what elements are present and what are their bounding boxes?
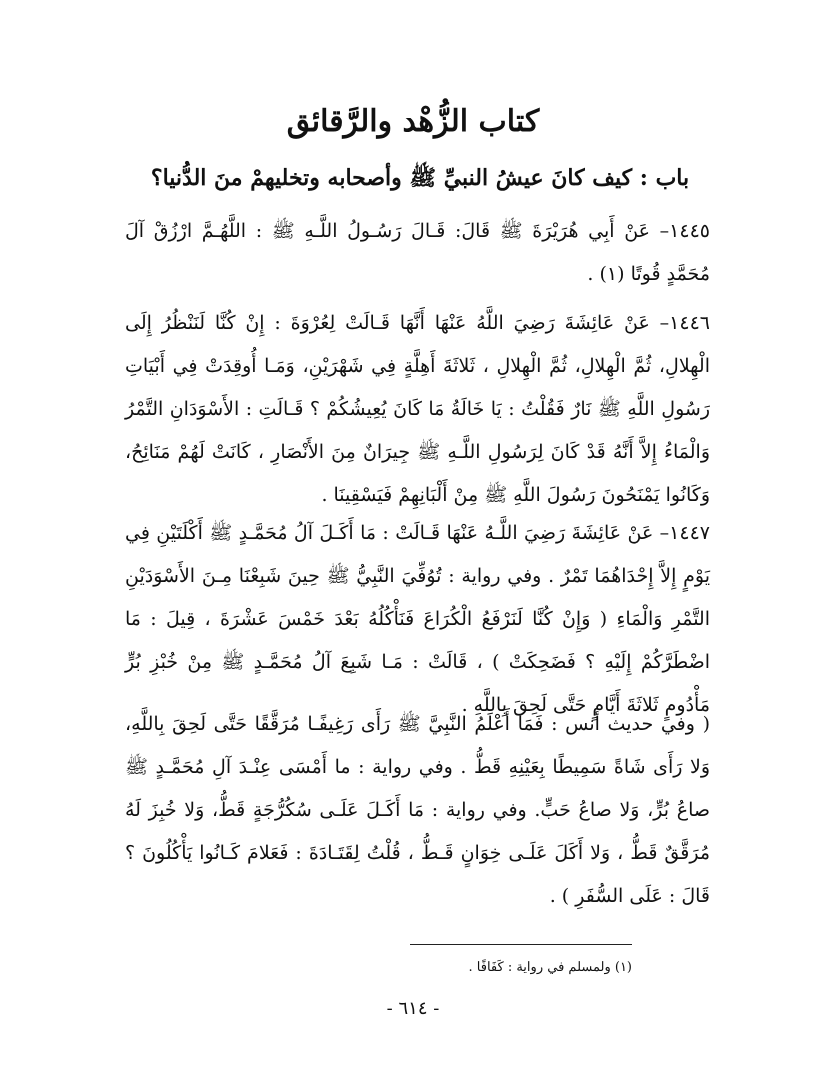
hadith-number: ١٤٤٧ [669, 522, 710, 544]
page-number: - ٦١٤ - [386, 998, 440, 1019]
footnote: (١) ولمسلم في رواية : كَفَافًا . [468, 960, 632, 975]
hadith-number: ١٤٤٥ [669, 220, 710, 242]
supplement-paragraph: ( وفي حديث أنس : فَمَا أَعْلَمُ النَّبِيَّ ﷺ رَأَى رَغِيفًـا مُرَقَّقًا حَتَّى لَحِقَ بِاللَّهِ، وَلا رَأَى شَاةً سَمِيطًا بِعَيْنِهِ قَطُّ . وفي رواية : ما أَمْسَى عِنْـدَ آلِ مُحَمَّـدٍ ﷺ صاعُ بُرٍّ، وَلا صاعُ حَبٍّ. وفي رواية : مَا أَكَـلَ عَلَـى سُكُرُّجَةٍ قَطُّ، وَلا خُبِزَ لَهُ مُرَقَّقٌ قَطُّ ، وَلا أَكَلَ عَلَـى خِوَانٍ قَـطُّ ، قُلْتُ لِقَتَـادَةَ : فَعَلامَ كَـانُوا يَأْكُلُونَ ؟ قَالَ : عَلَى السُّفَرِ ) . [125, 713, 710, 907]
hadith-text: عَنْ عَائِشَةَ رَضِيَ اللَّـهُ عَنْهَا قَـالَتْ : مَا أَكَـلَ آلُ مُحَمَّـدٍ ﷺ أَكْلَتَيْنِ فِي يَوْمٍ إِلاَّ إِحْدَاهُمَا تَمْرٌ . وفي رواية : تُوُفِّيَ النَّبِيُّ ﷺ حِينَ شَبِعْنَا مِـنَ الأَسْوَدَيْنِ التَّمْرِ وَالْمَاءِ ( وَإِنْ كُنَّا لَنَرْفَعُ الْكُرَاعَ فَنَأْكُلُهُ بَعْدَ خَمْسَ عَشْرَةَ ، قِيلَ : مَا اضْطَرَّكُمْ إِلَيْهِ ؟ فَضَحِكَتْ ) ، قَالَتْ : مَـا شَبِعَ آلُ مُحَمَّـدٍ ﷺ مِنْ خُبْزِ بُرٍّ مَأْدُومٍ ثَلاثَةَ أَيَّامٍ حَتَّى لَحِقَ بِاللَّهِ . [125, 522, 710, 716]
footnote-divider [410, 944, 632, 945]
hadith-1445: ١٤٤٥– عَنْ أَبِي هُرَيْرَةَ ﷺ قَالَ: قَـالَ رَسُـولُ اللَّـهِ ﷺ : اللَّهُـمَّ ارْزُقْ آلَ مُحَمَّدٍ قُوتًا (١) . [125, 220, 710, 285]
hadith-1447: ١٤٤٧– عَنْ عَائِشَةَ رَضِيَ اللَّـهُ عَنْهَا قَـالَتْ : مَا أَكَـلَ آلُ مُحَمَّـدٍ ﷺ أَكْلَتَيْنِ فِي يَوْمٍ إِلاَّ إِحْدَاهُمَا تَمْرٌ . وفي رواية : تُوُفِّيَ النَّبِيُّ ﷺ حِينَ شَبِعْنَا مِـنَ الأَسْوَدَيْنِ التَّمْرِ وَالْمَاءِ ( وَإِنْ كُنَّا لَنَرْفَعُ الْكُرَاعَ فَنَأْكُلُهُ بَعْدَ خَمْسَ عَشْرَةَ ، قِيلَ : مَا اضْطَرَّكُمْ إِلَيْهِ ؟ فَضَحِكَتْ ) ، قَالَتْ : مَـا شَبِعَ آلُ مُحَمَّـدٍ ﷺ مِنْ خُبْزِ بُرٍّ مَأْدُومٍ ثَلاثَةَ أَيَّامٍ حَتَّى لَحِقَ بِاللَّهِ . [125, 522, 710, 716]
chapter-title: باب : كيف كانَ عيشُ النبيِّ ﷺ وأصحابه وتخليهمْ منَ الدُّنيا؟ [150, 165, 690, 191]
hadith-1446: ١٤٤٦– عَنْ عَائِشَةَ رَضِيَ اللَّهُ عَنْهَا أَنَّهَا قَـالَتْ لِعُرْوَةَ : إِنْ كُنَّا لَنَنْظُرُ إِلَى الْهِلالِ، ثُمَّ الْهِلالِ، ثُمَّ الْهِلالِ ، ثَلاثَةَ أَهِلَّةٍ فِي شَهْرَيْنِ، وَمَـا أُوقِدَتْ فِي أَبْيَاتِ رَسُولِ اللَّهِ ﷺ نَارٌ فَقُلْتُ : يَا خَالَةُ مَا كَانَ يُعِيشُكُمْ ؟ قَـالَتِ : الأَسْوَدَانِ التَّمْرُ وَالْمَاءُ إِلاَّ أَنَّهُ قَدْ كَانَ لِرَسُولِ اللَّـهِ ﷺ جِيرَانٌ مِنَ الأَنْصَارِ ، كَانَتْ لَهُمْ مَنَائِحُ، وَكَانُوا يَمْنَحُونَ رَسُولَ اللَّهِ ﷺ مِنْ أَلْبَانِهِمْ فَيَسْقِينَا . [125, 312, 710, 506]
hadith-number: ١٤٤٦ [669, 312, 710, 334]
hadith-text: عَنْ عَائِشَةَ رَضِيَ اللَّهُ عَنْهَا أَنَّهَا قَـالَتْ لِعُرْوَةَ : إِنْ كُنَّا لَنَنْظُرُ إِلَى الْهِلالِ، ثُمَّ الْهِلالِ، ثُمَّ الْهِلالِ ، ثَلاثَةَ أَهِلَّةٍ فِي شَهْرَيْنِ، وَمَـا أُوقِدَتْ فِي أَبْيَاتِ رَسُولِ اللَّهِ ﷺ نَارٌ فَقُلْتُ : يَا خَالَةُ مَا كَانَ يُعِيشُكُمْ ؟ قَـالَتِ : الأَسْوَدَانِ التَّمْرُ وَالْمَاءُ إِلاَّ أَنَّهُ قَدْ كَانَ لِرَسُولِ اللَّـهِ ﷺ جِيرَانٌ مِنَ الأَنْصَارِ ، كَانَتْ لَهُمْ مَنَائِحُ، وَكَانُوا يَمْنَحُونَ رَسُولَ اللَّهِ ﷺ مِنْ أَلْبَانِهِمْ فَيَسْقِينَا . [125, 312, 710, 506]
hadith-text: عَنْ أَبِي هُرَيْرَةَ ﷺ قَالَ: قَـالَ رَسُـولُ اللَّـهِ ﷺ : اللَّهُـمَّ ارْزُقْ آلَ مُحَمَّدٍ قُوتًا (١) . [125, 220, 710, 285]
book-title: كتاب الزُّهْد والرَّقائق [286, 104, 540, 139]
